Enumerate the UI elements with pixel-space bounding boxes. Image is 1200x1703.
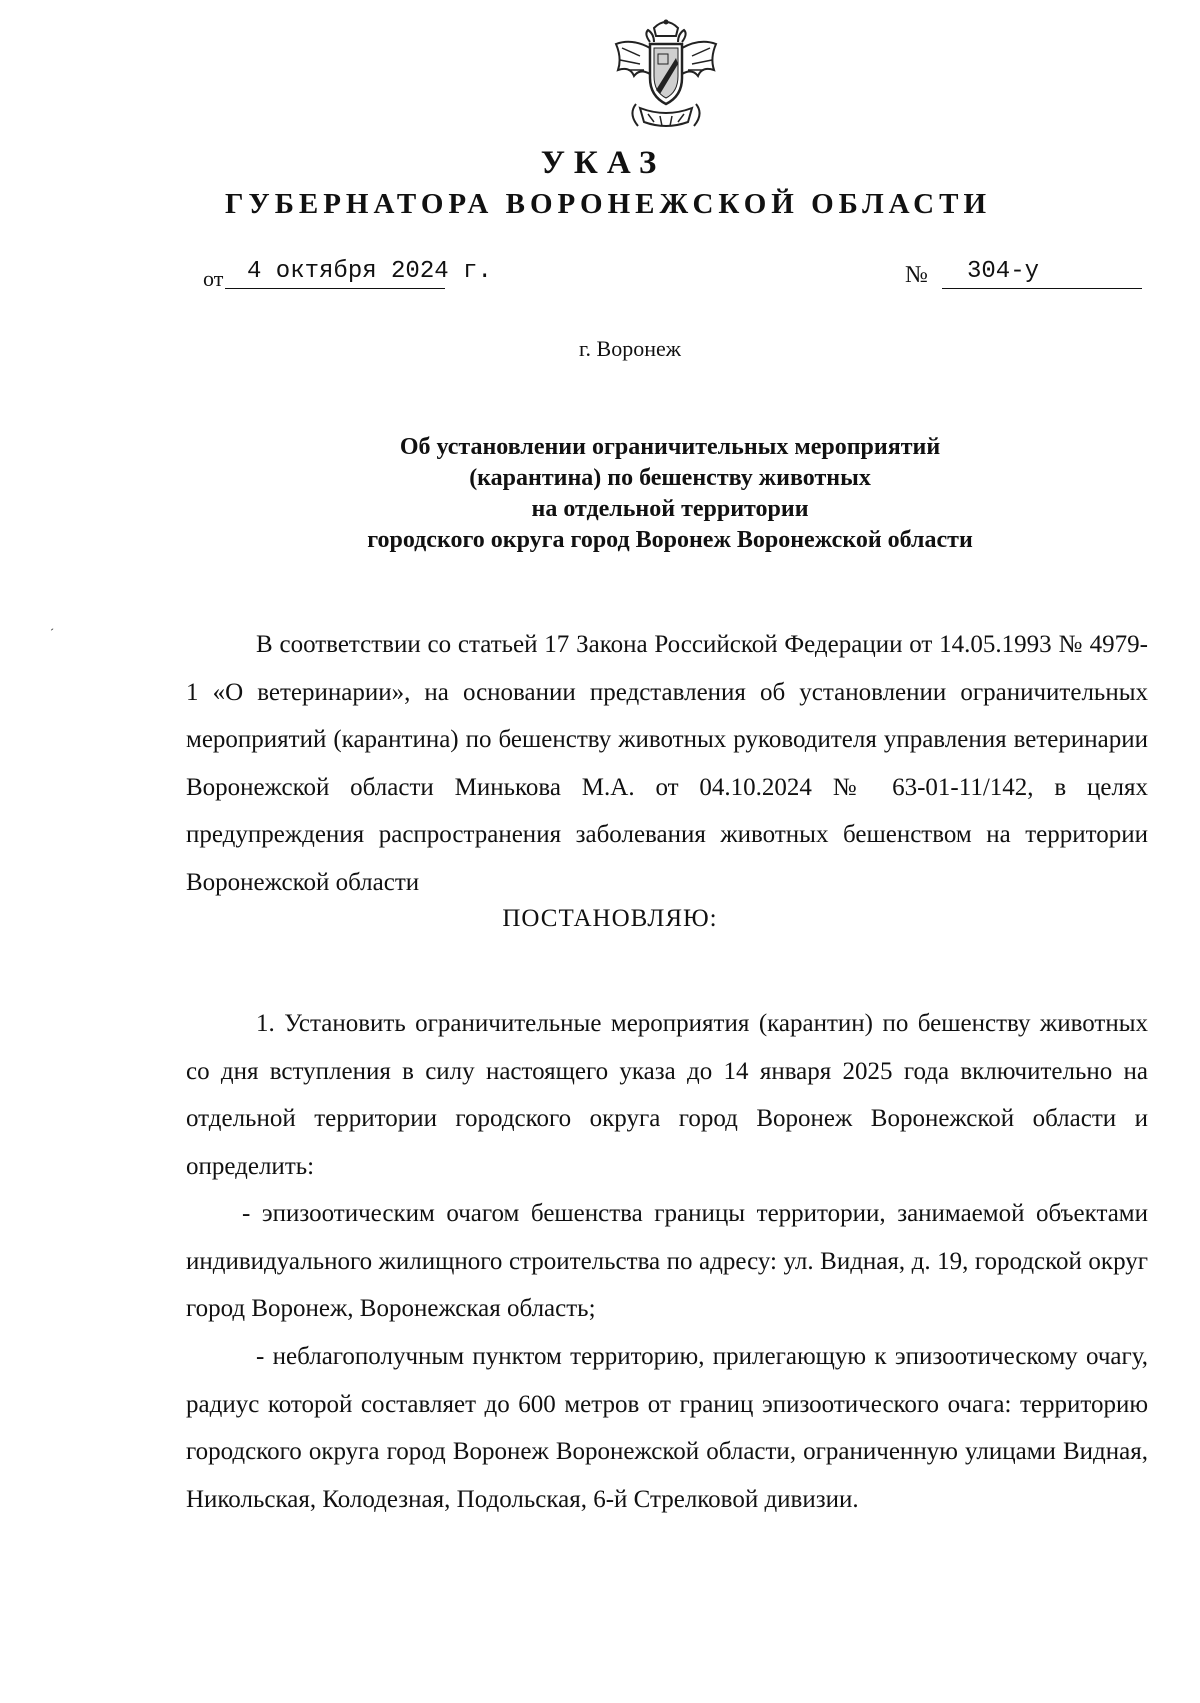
heading-line: городского округа город Воронеж Воронежской области [367,527,973,553]
heading-line: на отдельной территории [531,496,809,522]
issue-city: г. Воронеж [579,336,681,361]
document-number: 304-у [967,258,1040,285]
preamble-paragraph: В соответствии со статьей 17 Закона Российской Федерации от 14.05.1993 № 4979-1 «О ветеринарии», на основании представления об установлении ограничительных мероприятий (карантина) по бешенству животных руководителя управления ветеринарии Воронежской области Минькова М.А. от 04.10.2024 № 63-01-11/142, в целях предупреждения распространения заболевания животных бешенством на территории Воронежской области [186,631,1148,896]
item-1-focus-paragraph: - эпизоотическим очагом бешенства границы территории, занимаемой объектами индивидуального жилищного строительства по адресу: ул. Видная, д. 19, городской округ город Воронеж, Воронежская область; [186,1200,1148,1322]
document-heading [300,432,1040,556]
number-underline [942,288,1142,289]
item-1-zone-paragraph: - неблагополучным пунктом территорию, прилегающую к эпизоотическому очагу, радиус которой составляет до 600 метров от границ эпизоотического очага: территорию городского округа город Воронеж Воронежской области, ограниченную улицами Видная, Никольская, Колодезная, Подольская, 6-й Стрелковой дивизии. [186,1343,1148,1513]
heading-line: (карантина) по бешенству животных [469,465,871,491]
document-date: 4 октября 2024 г. [247,258,492,285]
issuer-title: ГУБЕРНАТОРА ВОРОНЕЖСКОЙ ОБЛАСТИ [224,188,992,220]
coat-of-arms-icon [610,18,722,136]
heading-line: Об установлении ограничительных мероприятий [399,434,941,460]
item-1-paragraph: 1. Установить ограничительные мероприятия (карантин) по бешенству животных со дня вступления в силу настоящего указа до 14 января 2025 года включительно на отдельной территории городского округа город Воронеж Воронежской области и определить: [186,1010,1148,1180]
document-type-title: УКАЗ [540,145,666,181]
decree-word: ПОСТАНОВЛЯЮ: [502,905,718,932]
date-prefix: от [203,266,224,291]
margin-mark: ´ [50,626,54,640]
date-underline [225,288,445,289]
number-prefix: № [905,262,928,288]
